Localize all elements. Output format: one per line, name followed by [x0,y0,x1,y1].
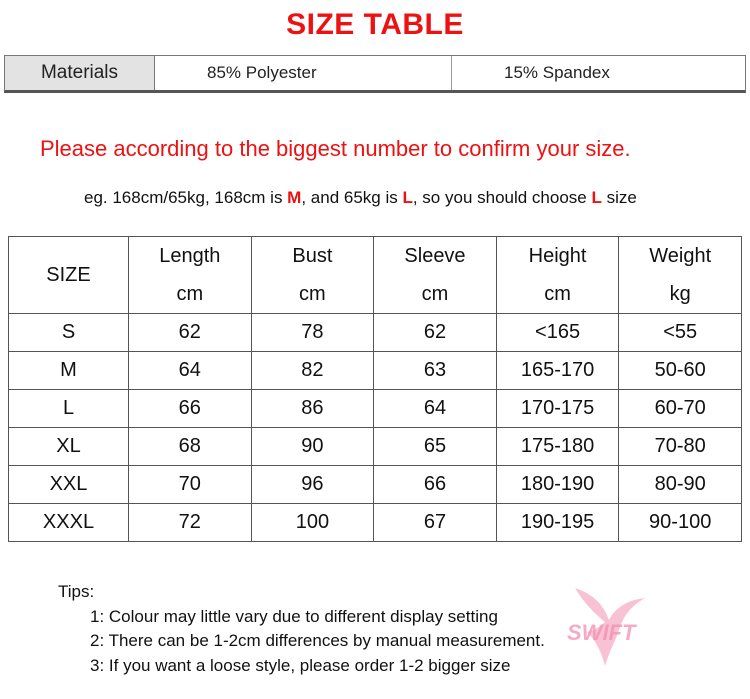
material-value: 15% Spandex [504,63,610,82]
material-value: 85% Polyester [155,56,452,90]
table-cell: 68 [129,428,252,466]
example-highlight: M [287,188,302,207]
example-highlight: L [591,188,602,207]
table-cell: 96 [251,466,374,504]
header-height [496,237,619,314]
example-text: , so you should choose [412,188,592,207]
table-cell: 64 [129,352,252,390]
table-row [9,504,742,542]
table-cell: 64 [374,390,497,428]
page-title: SIZE TABLE [286,8,464,41]
size-example [84,188,637,208]
table-cell: 90 [251,428,374,466]
table-cell: 90-100 [619,504,742,542]
table-cell: 180-190 [496,466,619,504]
table-row [9,352,742,390]
table-cell: 70 [129,466,252,504]
tip-item: 3: If you want a loose style, please order 1-2 bigger size [90,655,511,675]
table-row [9,314,742,352]
header-label: Weight [649,245,712,267]
table-cell: M [9,352,129,390]
header-label: SIZE [46,264,91,286]
table-cell: 190-195 [496,504,619,542]
header-label: Length [159,245,221,267]
table-cell: 80-90 [619,466,742,504]
header-weight [619,237,742,314]
size-notice: Please according to the biggest number to confirm your size. [40,136,631,161]
table-cell: 60-70 [619,390,742,428]
brand-logo [565,580,655,670]
tips-section [58,580,545,678]
table-cell: 100 [251,504,374,542]
example-text: size [601,188,637,207]
header-unit: cm [421,283,449,305]
table-cell: 82 [251,352,374,390]
header-label: Bust [292,245,333,267]
header-unit: kg [669,283,691,305]
table-cell: 175-180 [496,428,619,466]
table-cell: <55 [619,314,742,352]
logo-text: SWIFT [567,620,636,645]
table-row [9,390,742,428]
table-cell: XXXL [9,504,129,542]
table-row [9,428,742,466]
header-label: Sleeve [404,245,466,267]
table-cell: 72 [129,504,252,542]
table-cell: S [9,314,129,352]
table-cell: 70-80 [619,428,742,466]
table-cell: 165-170 [496,352,619,390]
table-cell: 62 [374,314,497,352]
header-unit: cm [299,283,326,305]
table-cell: XL [9,428,129,466]
table-header-row [9,237,742,314]
header-unit: cm [176,283,204,305]
table-cell: 63 [374,352,497,390]
table-cell: 62 [129,314,252,352]
header-label: Height [528,245,587,267]
header-sleeve [374,237,497,314]
table-cell: 170-175 [496,390,619,428]
materials-bar [4,55,746,93]
header-size [9,237,129,314]
table-cell: XXL [9,466,129,504]
swift-bird-icon [565,580,655,670]
table-row [9,466,742,504]
table-cell: 66 [374,466,497,504]
table-cell: 86 [251,390,374,428]
size-table [8,236,742,542]
table-cell: 78 [251,314,374,352]
example-text: , and 65kg is [301,188,403,207]
example-highlight: L [402,188,413,207]
header-length [129,237,252,314]
tip-item: 2: There can be 1-2cm differences by manual measurement. [90,631,545,650]
tip-item: 1: Colour may little vary due to different display setting [90,606,498,626]
table-cell: L [9,390,129,428]
tips-heading: Tips: [58,582,95,601]
table-cell: 66 [129,390,252,428]
header-bust [251,237,374,314]
example-text: eg. 168cm/65kg, 168cm is [84,188,288,207]
table-cell: 50-60 [619,352,742,390]
table-cell: <165 [496,314,619,352]
header-unit: cm [544,283,571,305]
table-cell: 67 [374,504,497,542]
materials-label: Materials [5,56,155,90]
table-cell: 65 [374,428,497,466]
